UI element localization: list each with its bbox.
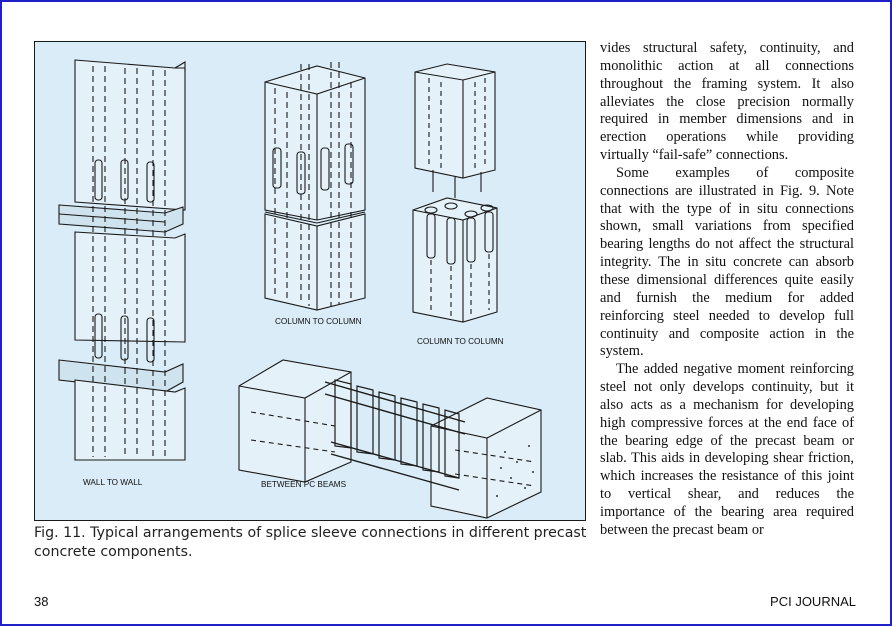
journal-name: PCI JOURNAL — [770, 594, 856, 609]
body-text-column — [600, 40, 854, 540]
label-column-to-column-2: COLUMN TO COLUMN — [417, 337, 504, 346]
body-paragraph-3: The added negative moment reinforcing steel not only develops continuity, but it also acts as a mechanism for developing high compressive forces at the end face of the bearing edge of the precast beam or slab. This aids in developing shear friction, which increases the resistance of this joint to vertical shear, and reduces the importance of the bearing area required between the precast beam or — [600, 361, 854, 538]
body-paragraph-1: vides structural safety, continuity, and monolithic action at all connections throughout the framing system. It also alleviates the close precision normally required in member dimensions and in erection operations while providing virtually “fail-safe” connections. — [600, 40, 854, 164]
splice-sleeve-drawings — [35, 42, 585, 520]
figure-illustration — [34, 41, 586, 521]
column-to-column-drawing-2 — [413, 64, 497, 322]
column-to-column-drawing-1 — [265, 62, 365, 310]
between-pc-beams-drawing — [239, 360, 541, 518]
label-column-to-column-1: COLUMN TO COLUMN — [275, 317, 362, 326]
body-paragraph-2: Some examples of composite connections are illustrated in Fig. 9. Note that with the type of in situ connections shown, small variations from specified bearing lengths do not affect the structural integrity. The in situ concrete can absorb these dimensional differences quite easily and furnish the medium for added reinforcing steel needed to develop full continuity and composite action in the system. — [600, 164, 854, 360]
label-wall-to-wall: WALL TO WALL — [83, 478, 143, 487]
label-between-pc-beams: BETWEEN PC BEAMS — [261, 480, 347, 489]
wall-to-wall-drawing — [59, 60, 185, 460]
figure-caption: Fig. 11. Typical arrangements of splice sleeve connections in different precast concrete components. — [34, 525, 587, 560]
page-number: 38 — [34, 594, 49, 609]
